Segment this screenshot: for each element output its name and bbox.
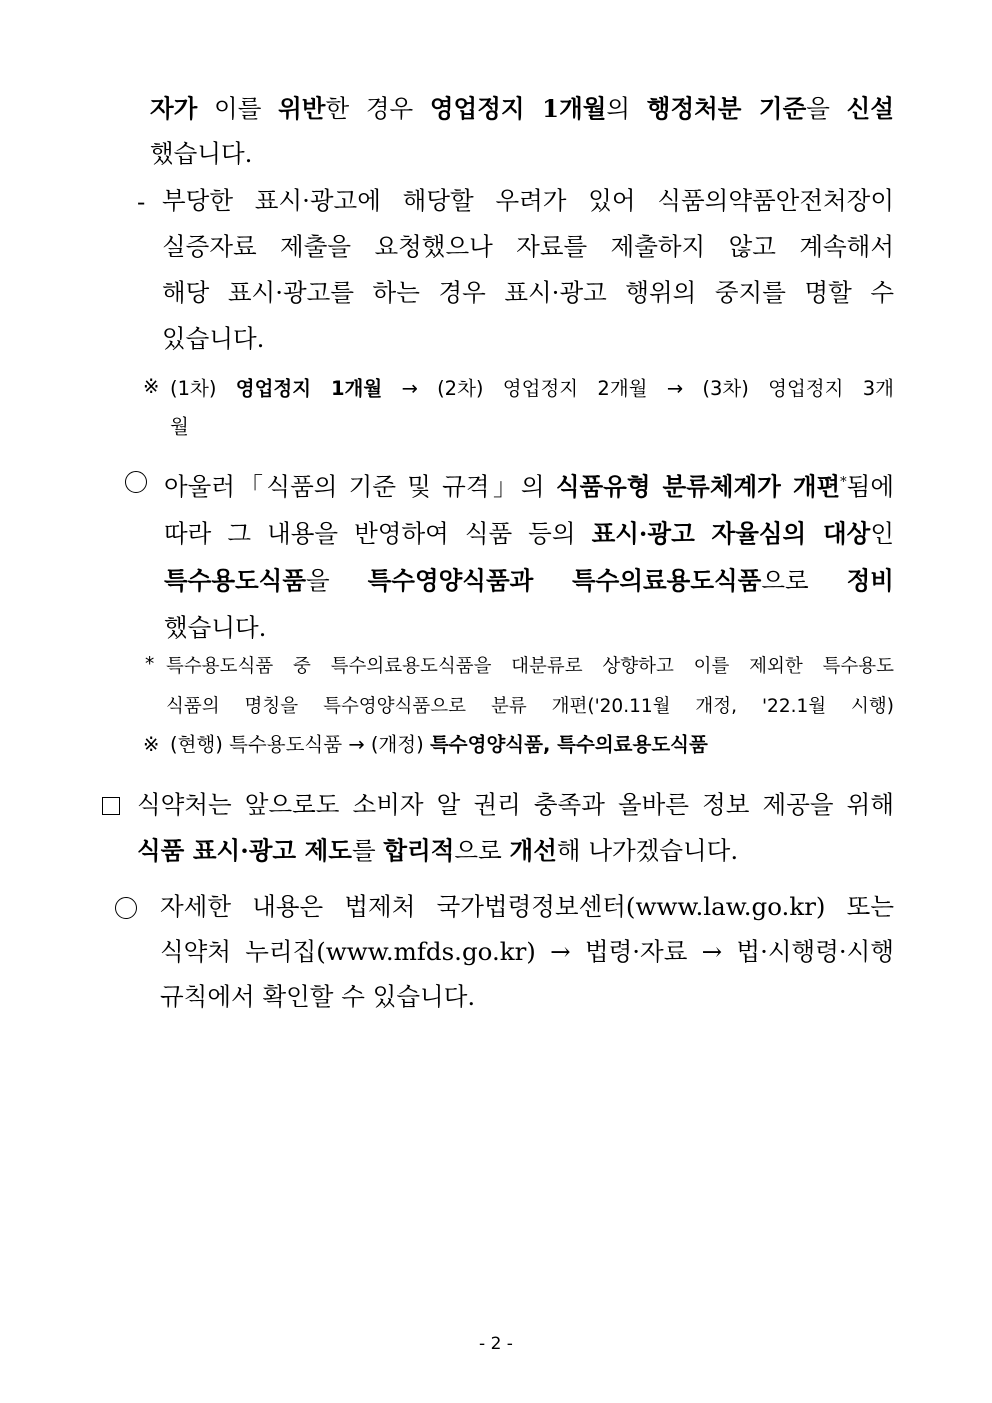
paragraph-line: 했습니다. [164, 613, 267, 643]
paragraph-line: 했습니다. [150, 139, 253, 168]
footnote-mark: * [840, 475, 847, 490]
paragraph-line: 식약처 누리집(www.mfds.go.kr) → 법령·자료 → 법·시행령·시행 [160, 937, 894, 966]
footnote-reclassification [166, 647, 894, 727]
square-item-improvement [137, 782, 894, 874]
bold-text: 식품유형 분류체계가 개편 [555, 472, 841, 502]
text: 을 [306, 566, 368, 596]
text: 를 [351, 836, 384, 865]
paragraph-line: 실증자료 제출을 요청했으나 자료를 제출하지 않고 계속해서 [162, 232, 894, 261]
note-penalty-steps [170, 370, 894, 446]
text: 으로 [454, 836, 510, 865]
paragraph-line [137, 828, 894, 874]
bold-text: 표시·광고 자율심의 대상 [591, 519, 871, 549]
paragraph-line: 식약처는 앞으로도 소비자 알 권리 충족과 올바른 정보 제공을 위해 [137, 790, 894, 819]
bold-text: 위반 [278, 94, 326, 123]
text: 아울러「식품의 기준 및 규격」의 [164, 472, 556, 502]
paragraph-line: 자세한 내용은 법제처 국가법령정보센터(www.law.go.kr) 또는 [160, 892, 894, 921]
text: 해 나가겠습니다. [556, 836, 739, 865]
text: 따라 그 내용을 반영하여 식품 등의 [164, 519, 592, 549]
paragraph-line: 식품의 명칭을 특수영양식품으로 분류 개편('20.11월 개정, '22.1월 시행) [166, 696, 894, 717]
paragraph-line [164, 557, 894, 604]
bold-text: 합리적 [383, 836, 455, 865]
paragraph-line [164, 459, 894, 510]
text: 의 [606, 94, 647, 123]
bold-text: 특수용도식품 [164, 566, 307, 596]
text: 한 경우 [325, 94, 430, 123]
text: 을 [806, 94, 847, 123]
circle-item-food-type [164, 459, 894, 651]
circle-bullet-icon [125, 471, 147, 493]
text: 인 [870, 519, 894, 549]
paragraph-line [150, 86, 894, 131]
bold-text: 정비 [846, 566, 894, 596]
paragraph-line: 규칙에서 확인할 수 있습니다. [160, 982, 476, 1011]
bold-text: 행정처분 기준 [646, 94, 807, 123]
square-bullet-icon [102, 797, 120, 815]
circle-bullet-icon [115, 897, 137, 919]
paragraph-line: 있습니다. [162, 324, 265, 353]
bold-text: 자가 [150, 94, 198, 123]
text: 이를 [197, 94, 279, 123]
paragraph-line: 해당 표시·광고를 하는 경우 표시·광고 행위의 중지를 명할 수 [162, 278, 894, 307]
page-number: - 2 - [479, 1334, 513, 1354]
bold-text: 식품 표시·광고 제도 [137, 836, 352, 865]
bold-text: 신설 [846, 94, 894, 123]
reference-mark: ※ [143, 733, 160, 756]
paragraph-line: 부당한 표시·광고에 해당할 우려가 있어 식품의약품안전처장이 [162, 186, 894, 215]
footnote-marker: * [145, 654, 155, 675]
bold-text: 개선 [509, 836, 557, 865]
text: 됨에 [846, 472, 894, 502]
paragraph-line: 특수용도식품 중 특수의료용도식품을 대분류로 상향하고 이를 제외한 특수용도 [166, 656, 894, 677]
paragraph-penalty-rule [150, 86, 894, 176]
bold-text: 특수영양식품, 특수의료용도식품 [429, 733, 708, 756]
text: (현행) 특수용도식품 → (개정) [170, 733, 430, 756]
paragraph-line: 월 [170, 415, 189, 438]
note-rename [170, 728, 894, 762]
bold-text: 영업정지 1개월 [429, 94, 607, 123]
text: (1차) [170, 377, 236, 400]
text: → (2차) 영업정지 2개월 → (3차) 영업정지 3개 [382, 377, 894, 400]
dash-marker: - [137, 187, 146, 216]
paragraph-line [164, 510, 894, 557]
paragraph-line [170, 370, 894, 408]
dash-item-order-stop [162, 178, 894, 362]
bold-text: 특수영양식품과 특수의료용도식품 [367, 566, 762, 596]
reference-mark: ※ [143, 375, 160, 398]
paragraph-line [170, 728, 894, 762]
circle-item-more-info [160, 884, 894, 1019]
text: 으로 [761, 566, 847, 596]
bold-text: 영업정지 1개월 [235, 377, 383, 400]
